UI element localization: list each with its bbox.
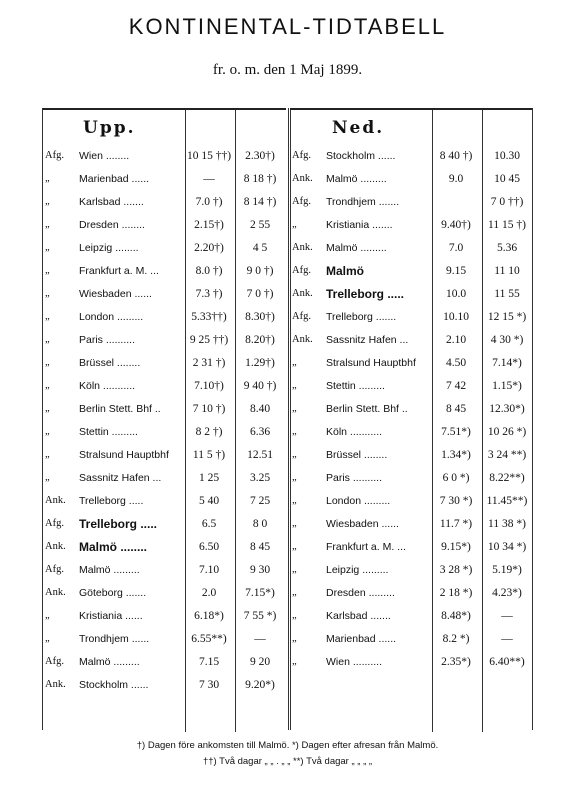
time-column-1: 1.34*) [441, 449, 471, 461]
table-row [290, 146, 533, 166]
time-column-1: 6 0 *) [442, 472, 470, 484]
table-row [43, 146, 286, 166]
station-name: Trelleborg ..... [326, 287, 405, 301]
station-name: Sassnitz Hafen ... [79, 472, 162, 484]
time-column-1: 2.10 [445, 334, 467, 346]
time-column-2: 7 25 [249, 495, 271, 507]
table-row [290, 468, 533, 488]
row-prefix: Ank. [292, 173, 313, 184]
station-name: Stettin ......... [79, 426, 138, 438]
table-row [43, 606, 286, 626]
time-column-2: 8.20†) [245, 334, 275, 346]
table-row [290, 192, 533, 212]
time-column-1: 2 31 †) [192, 357, 226, 369]
row-prefix: „ [45, 265, 50, 276]
row-prefix: „ [292, 357, 297, 368]
row-prefix: „ [45, 426, 50, 437]
station-name: Leipzig ........ [79, 242, 139, 254]
time-column-1: 6.5 [201, 518, 217, 530]
time-column-1: 8.0 †) [195, 265, 223, 277]
station-name: Stettin ......... [326, 380, 385, 392]
table-row [43, 353, 286, 373]
station-name: Paris .......... [79, 334, 136, 346]
table-row [290, 169, 533, 189]
station-name: Leipzig ......... [326, 564, 389, 576]
station-name: Stockholm ...... [79, 679, 149, 691]
table-row [290, 606, 533, 626]
table-row [290, 215, 533, 235]
time-column-2: 9 40 †) [243, 380, 277, 392]
time-column-1: 7.10 [198, 564, 220, 576]
time-column-1: 5.33††) [191, 311, 227, 323]
row-prefix: „ [45, 380, 50, 391]
time-column-1: 11.7 *) [439, 518, 473, 530]
row-prefix: „ [292, 449, 297, 460]
station-name: Dresden ........ [79, 219, 145, 231]
station-name: Trondhjem ....... [326, 196, 400, 208]
time-column-1: 9.0 [448, 173, 464, 185]
table-row [43, 652, 286, 672]
time-column-1: 8.2 *) [442, 633, 470, 645]
station-name: London ......... [79, 311, 144, 323]
row-prefix: Ank. [45, 541, 66, 552]
time-column-2: 4 30 *) [490, 334, 524, 346]
time-column-1: 7.51*) [441, 426, 471, 438]
station-name: Malmö [326, 264, 365, 278]
row-prefix: „ [292, 472, 297, 483]
row-prefix: „ [292, 564, 297, 575]
row-prefix: „ [45, 403, 50, 414]
time-column-1: 8.48*) [441, 610, 471, 622]
time-column-1: 2 18 *) [439, 587, 473, 599]
time-column-2: 8 18 †) [243, 173, 277, 185]
row-prefix: „ [292, 495, 297, 506]
table-row [43, 537, 286, 557]
time-column-1: 9 25 ††) [189, 334, 229, 346]
table-divider-middle [288, 108, 289, 730]
ned-header: Ned. [332, 118, 385, 138]
station-name: Frankfurt a. M. ... [326, 541, 406, 553]
table-row [43, 284, 286, 304]
row-prefix: „ [45, 242, 50, 253]
row-prefix: „ [292, 541, 297, 552]
time-column-2: 8 14 †) [243, 196, 277, 208]
time-column-1: 6.55**) [191, 633, 227, 645]
table-row [43, 330, 286, 350]
time-column-1: 10.10 [443, 311, 469, 323]
station-name: London ......... [326, 495, 391, 507]
row-prefix: „ [292, 587, 297, 598]
station-name: Sassnitz Hafen ... [326, 334, 409, 346]
station-name: Malmö ......... [326, 242, 387, 254]
time-column-2: 8.22**) [489, 472, 525, 484]
time-column-2: 11 10 [494, 265, 520, 277]
station-name: Paris .......... [326, 472, 383, 484]
table-row [43, 192, 286, 212]
time-column-2: 6.40**) [489, 656, 525, 668]
time-column-1: 1 25 [198, 472, 220, 484]
footnote-2: ††) Två dagar „ „ . „ „ **) Två dagar „ „ „ „ [202, 756, 373, 767]
time-column-1: 9.15*) [441, 541, 471, 553]
station-name: Trelleborg ..... [79, 495, 144, 507]
time-column-1: 10 15 ††) [186, 150, 232, 162]
time-column-2: 12.51 [247, 449, 273, 461]
row-prefix: „ [45, 334, 50, 345]
table-row [290, 307, 533, 327]
station-name: Berlin Stett. Bhf .. [79, 403, 161, 415]
row-prefix: Afg. [45, 518, 64, 529]
table-row [43, 215, 286, 235]
time-column-1: 3 28 *) [439, 564, 473, 576]
table-row [43, 583, 286, 603]
table-row [290, 284, 533, 304]
table-row [290, 583, 533, 603]
time-column-1: 7.0 †) [195, 196, 223, 208]
station-name: Wiesbaden ...... [326, 518, 399, 530]
upp-header: Upp. [83, 118, 136, 138]
table-row [290, 261, 533, 281]
table-row [290, 422, 533, 442]
time-column-2: 2 55 [249, 219, 271, 231]
row-prefix: „ [292, 633, 297, 644]
row-prefix: „ [45, 173, 50, 184]
table-row [290, 560, 533, 580]
table-row [43, 491, 286, 511]
time-column-2: — [501, 633, 513, 645]
station-name: Malmö ........ [79, 540, 148, 554]
station-name: Wiesbaden ...... [79, 288, 152, 300]
time-column-2: 10 45 [494, 173, 520, 185]
row-prefix: Afg. [292, 265, 311, 276]
time-column-1: 5 40 [198, 495, 220, 507]
time-column-2: 10.30 [494, 150, 520, 162]
time-column-1: 10.0 [445, 288, 467, 300]
row-prefix: Ank. [45, 587, 66, 598]
time-column-1: 7.0 [448, 242, 464, 254]
row-prefix: Ank. [45, 679, 66, 690]
time-column-2: 3 24 **) [487, 449, 527, 461]
station-name: Malmö ......... [79, 656, 140, 668]
station-name: Dresden ......... [326, 587, 395, 599]
row-prefix: „ [45, 288, 50, 299]
time-column-2: 10 34 *) [487, 541, 527, 553]
table-row [290, 445, 533, 465]
row-prefix: Afg. [45, 564, 64, 575]
time-column-2: 10 26 *) [487, 426, 527, 438]
table-row [290, 399, 533, 419]
time-column-2: 8 45 [249, 541, 271, 553]
time-column-2: 5.36 [496, 242, 518, 254]
row-prefix: Ank. [292, 242, 313, 253]
row-prefix: „ [45, 610, 50, 621]
time-column-1: 7 10 †) [192, 403, 226, 415]
row-prefix: Afg. [45, 656, 64, 667]
table-row [43, 261, 286, 281]
row-prefix: Afg. [45, 150, 64, 161]
table-row [290, 353, 533, 373]
station-name: Köln ........... [79, 380, 136, 392]
row-prefix: Ank. [45, 495, 66, 506]
time-column-2: 11 38 *) [488, 518, 526, 530]
page-subtitle: fr. o. m. den 1 Maj 1899. [212, 62, 363, 78]
time-column-2: 11 55 [494, 288, 520, 300]
time-column-2: 11 15 †) [488, 219, 526, 231]
station-name: Marienbad ...... [79, 173, 150, 185]
station-name: Kristiania ...... [79, 610, 143, 622]
time-column-2: 8.40 [249, 403, 271, 415]
table-row [290, 238, 533, 258]
time-column-2: 7 0 ††) [490, 196, 524, 208]
table-row [290, 652, 533, 672]
station-name: Malmö ......... [79, 564, 140, 576]
table-row [43, 399, 286, 419]
station-name: Trelleborg ..... [79, 517, 158, 531]
table-row [290, 537, 533, 557]
row-prefix: Ank. [292, 288, 313, 299]
time-column-2: 9 30 [249, 564, 271, 576]
time-column-1: 9.15 [445, 265, 467, 277]
table-row [43, 169, 286, 189]
time-column-2: 7 55 *) [243, 610, 277, 622]
row-prefix: „ [45, 196, 50, 207]
time-column-2: 6.36 [249, 426, 271, 438]
time-column-2: 7 0 †) [246, 288, 274, 300]
time-column-1: 6.50 [198, 541, 220, 553]
row-prefix: „ [292, 610, 297, 621]
time-column-2: 5.19*) [492, 564, 522, 576]
ned-panel [290, 108, 532, 732]
station-name: Trelleborg ....... [326, 311, 397, 323]
station-name: Wien .......... [326, 656, 383, 668]
time-column-2: 11.45**) [486, 495, 528, 507]
time-column-2: 9 20 [249, 656, 271, 668]
table-row [43, 675, 286, 695]
time-column-1: 4.50 [445, 357, 467, 369]
time-column-1: 8 2 †) [195, 426, 223, 438]
station-name: Wien ........ [79, 150, 130, 162]
row-prefix: „ [292, 518, 297, 529]
time-column-1: 9.40†) [441, 219, 471, 231]
time-column-2: 3.25 [249, 472, 271, 484]
time-column-2: — [501, 610, 513, 622]
station-name: Stralsund Hauptbhf [79, 449, 169, 461]
footnote-1: †) Dagen före ankomsten till Malmö. *) Dagen efter afresan från Malmö. [136, 740, 439, 751]
time-column-1: — [203, 173, 215, 185]
time-column-1: 6.18*) [194, 610, 224, 622]
time-column-1: 7.15 [198, 656, 220, 668]
station-name: Trondhjem ...... [79, 633, 150, 645]
time-column-2: 4 5 [252, 242, 268, 254]
time-column-1: 7 30 [198, 679, 220, 691]
station-name: Brüssel ........ [326, 449, 388, 461]
station-name: Stralsund Hauptbhf [326, 357, 416, 369]
table-row [43, 422, 286, 442]
table-row [43, 307, 286, 327]
time-column-1: 7 42 [445, 380, 467, 392]
table-row [43, 629, 286, 649]
time-column-1: 7 30 *) [439, 495, 473, 507]
row-prefix: „ [292, 656, 297, 667]
time-column-1: 11 5 †) [192, 449, 226, 461]
row-prefix: „ [292, 426, 297, 437]
station-name: Kristiania ....... [326, 219, 393, 231]
time-column-2: — [254, 633, 266, 645]
row-prefix: „ [292, 380, 297, 391]
time-column-2: 7.15*) [245, 587, 275, 599]
station-name: Karlsbad ....... [79, 196, 144, 208]
table-row [43, 376, 286, 396]
time-column-1: 2.35*) [441, 656, 471, 668]
table-row [43, 468, 286, 488]
row-prefix: Afg. [292, 150, 311, 161]
time-column-1: 8 45 [445, 403, 467, 415]
table-row [290, 514, 533, 534]
table-row [290, 330, 533, 350]
time-column-2: 7.14*) [492, 357, 522, 369]
time-column-2: 8 0 [252, 518, 268, 530]
row-prefix: „ [45, 633, 50, 644]
station-name: Frankfurt a. M. ... [79, 265, 159, 277]
time-column-2: 4.23*) [492, 587, 522, 599]
row-prefix: „ [45, 449, 50, 460]
time-column-2: 12 15 *) [487, 311, 527, 323]
row-prefix: „ [292, 219, 297, 230]
row-prefix: „ [45, 311, 50, 322]
time-column-1: 7.3 †) [195, 288, 223, 300]
row-prefix: „ [292, 403, 297, 414]
table-row [43, 238, 286, 258]
time-column-1: 2.15†) [194, 219, 224, 231]
station-name: Göteborg ....... [79, 587, 147, 599]
station-name: Berlin Stett. Bhf .. [326, 403, 408, 415]
time-column-1: 2.20†) [194, 242, 224, 254]
time-column-2: 12.30*) [489, 403, 525, 415]
table-row [43, 560, 286, 580]
station-name: Stockholm ...... [326, 150, 396, 162]
row-prefix: „ [45, 472, 50, 483]
table-row [43, 514, 286, 534]
station-name: Karlsbad ....... [326, 610, 391, 622]
station-name: Marienbad ...... [326, 633, 397, 645]
page-title: KONTINENTAL-TIDTABELL [128, 14, 447, 39]
station-name: Köln ........... [326, 426, 383, 438]
row-prefix: Ank. [292, 334, 313, 345]
row-prefix: Afg. [292, 196, 311, 207]
time-column-2: 9.20*) [245, 679, 275, 691]
time-column-2: 2.30†) [245, 150, 275, 162]
time-column-2: 8.30†) [245, 311, 275, 323]
table-row [43, 445, 286, 465]
table-row [290, 376, 533, 396]
time-column-1: 2.0 [201, 587, 217, 599]
station-name: Malmö ......... [326, 173, 387, 185]
time-column-2: 1.15*) [492, 380, 522, 392]
station-name: Brüssel ........ [79, 357, 141, 369]
row-prefix: „ [45, 219, 50, 230]
time-column-1: 8 40 †) [439, 150, 473, 162]
time-column-2: 9 0 †) [246, 265, 274, 277]
row-prefix: Afg. [292, 311, 311, 322]
table-row [290, 629, 533, 649]
time-column-2: 1.29†) [245, 357, 275, 369]
time-column-1: 7.10†) [194, 380, 224, 392]
table-row [290, 491, 533, 511]
upp-panel [43, 108, 286, 732]
row-prefix: „ [45, 357, 50, 368]
